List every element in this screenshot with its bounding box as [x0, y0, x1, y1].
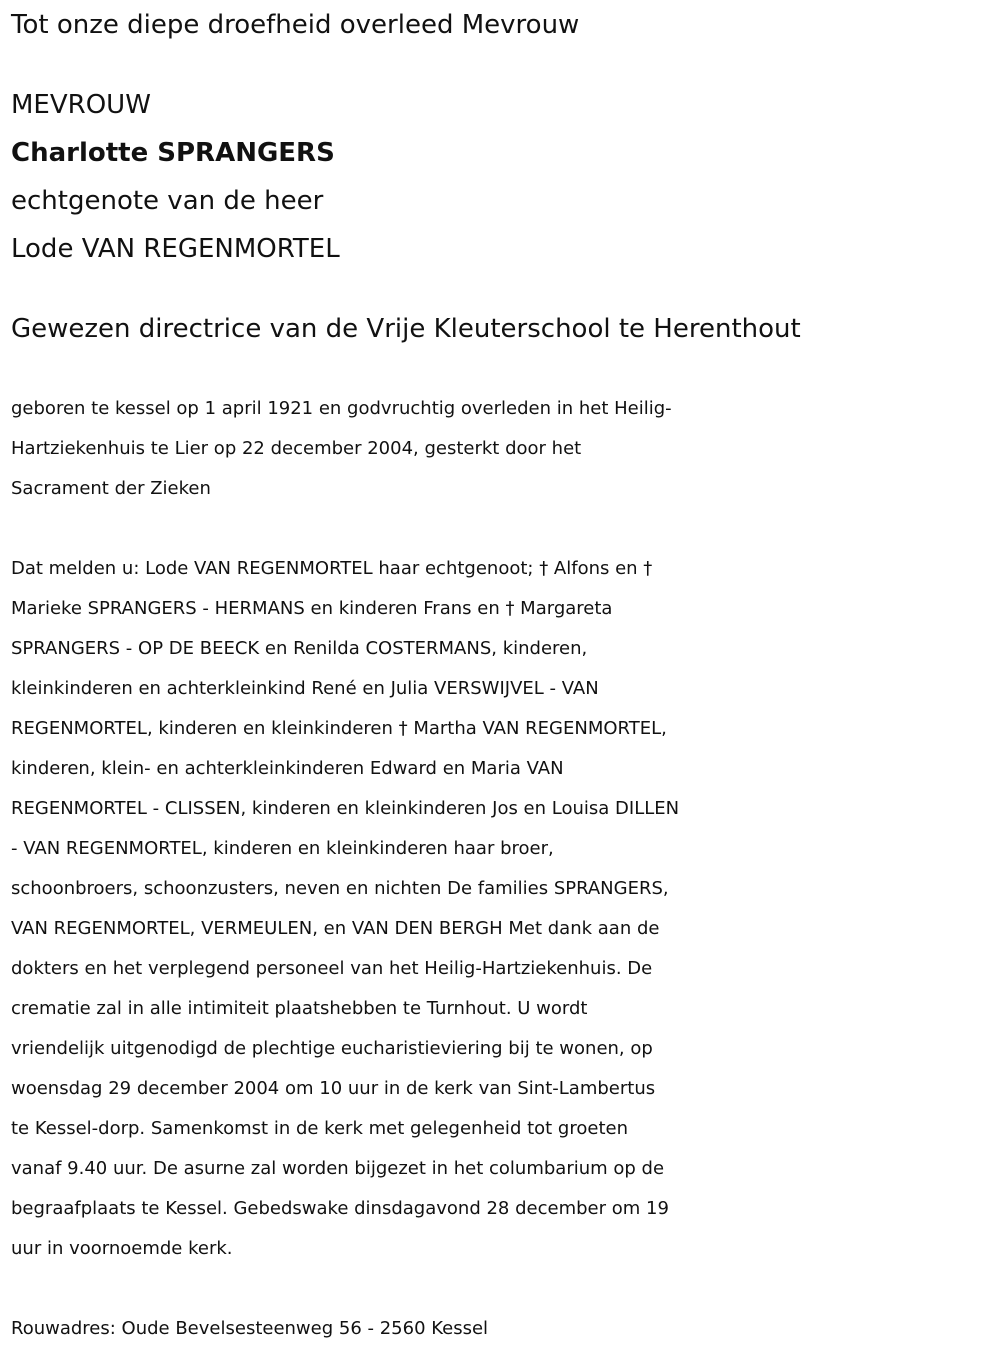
address-line: Rouwadres: Oude Bevelsesteenweg 56 - 2560 Kessel: [11, 1318, 489, 1339]
intro-text: Tot onze diepe droefheid overleed Mevrouw: [11, 10, 580, 40]
birth-death-paragraph: [11, 389, 991, 509]
announcement-paragraph: [11, 549, 991, 1269]
paragraph-line: te Kessel-dorp. Samenkomst in de kerk met gelegenheid tot groeten: [11, 1118, 628, 1139]
paragraph-line: vriendelijk uitgenodigd de plechtige eucharistieviering bij te wonen, op: [11, 1038, 653, 1059]
spouse-name: Lode VAN REGENMORTEL: [11, 234, 340, 264]
paragraph-line: kleinkinderen en achterkleinkind René en Julia VERSWIJVEL - VAN: [11, 678, 599, 699]
paragraph-line: uur in voornoemde kerk.: [11, 1238, 233, 1259]
paragraph-line: Marieke SPRANGERS - HERMANS en kinderen Frans en † Margareta: [11, 598, 613, 619]
honorific-title: MEVROUW: [11, 90, 151, 120]
paragraph-line: dokters en het verplegend personeel van het Heilig-Hartziekenhuis. De: [11, 958, 653, 979]
paragraph-line: REGENMORTEL - CLISSEN, kinderen en kleinkinderen Jos en Louisa DILLEN: [11, 798, 680, 819]
paragraph-line: Dat melden u: Lode VAN REGENMORTEL haar echtgenoot; † Alfons en †: [11, 558, 653, 579]
paragraph-line: REGENMORTEL, kinderen en kleinkinderen † Martha VAN REGENMORTEL,: [11, 718, 667, 739]
paragraph-line: - VAN REGENMORTEL, kinderen en kleinkinderen haar broer,: [11, 838, 554, 859]
paragraph-line: Sacrament der Zieken: [11, 478, 211, 499]
funeral-address: [11, 1309, 991, 1349]
deceased-name: Charlotte SPRANGERS: [11, 138, 335, 168]
spouse-label: echtgenote van de heer: [11, 186, 324, 216]
paragraph-line: Hartziekenhuis te Lier op 22 december 2004, gesterkt door het: [11, 438, 582, 459]
paragraph-line: vanaf 9.40 uur. De asurne zal worden bijgezet in het columbarium op de: [11, 1158, 665, 1179]
paragraph-line: SPRANGERS - OP DE BEECK en Renilda COSTERMANS, kinderen,: [11, 638, 588, 659]
paragraph-line: VAN REGENMORTEL, VERMEULEN, en VAN DEN BERGH Met dank aan de: [11, 918, 660, 939]
paragraph-line: crematie zal in alle intimiteit plaatshebben te Turnhout. U wordt: [11, 998, 588, 1019]
paragraph-line: woensdag 29 december 2004 om 10 uur in de kerk van Sint-Lambertus: [11, 1078, 656, 1099]
paragraph-line: geboren te kessel op 1 april 1921 en godvruchtig overleden in het Heilig-: [11, 398, 672, 419]
paragraph-line: begraafplaats te Kessel. Gebedswake dinsdagavond 28 december om 19: [11, 1198, 669, 1219]
paragraph-line: schoonbroers, schoonzusters, neven en nichten De families SPRANGERS,: [11, 878, 669, 899]
paragraph-line: kinderen, klein- en achterkleinkinderen Edward en Maria VAN: [11, 758, 564, 779]
former-role: Gewezen directrice van de Vrije Kleuterschool te Herenthout: [11, 314, 801, 344]
